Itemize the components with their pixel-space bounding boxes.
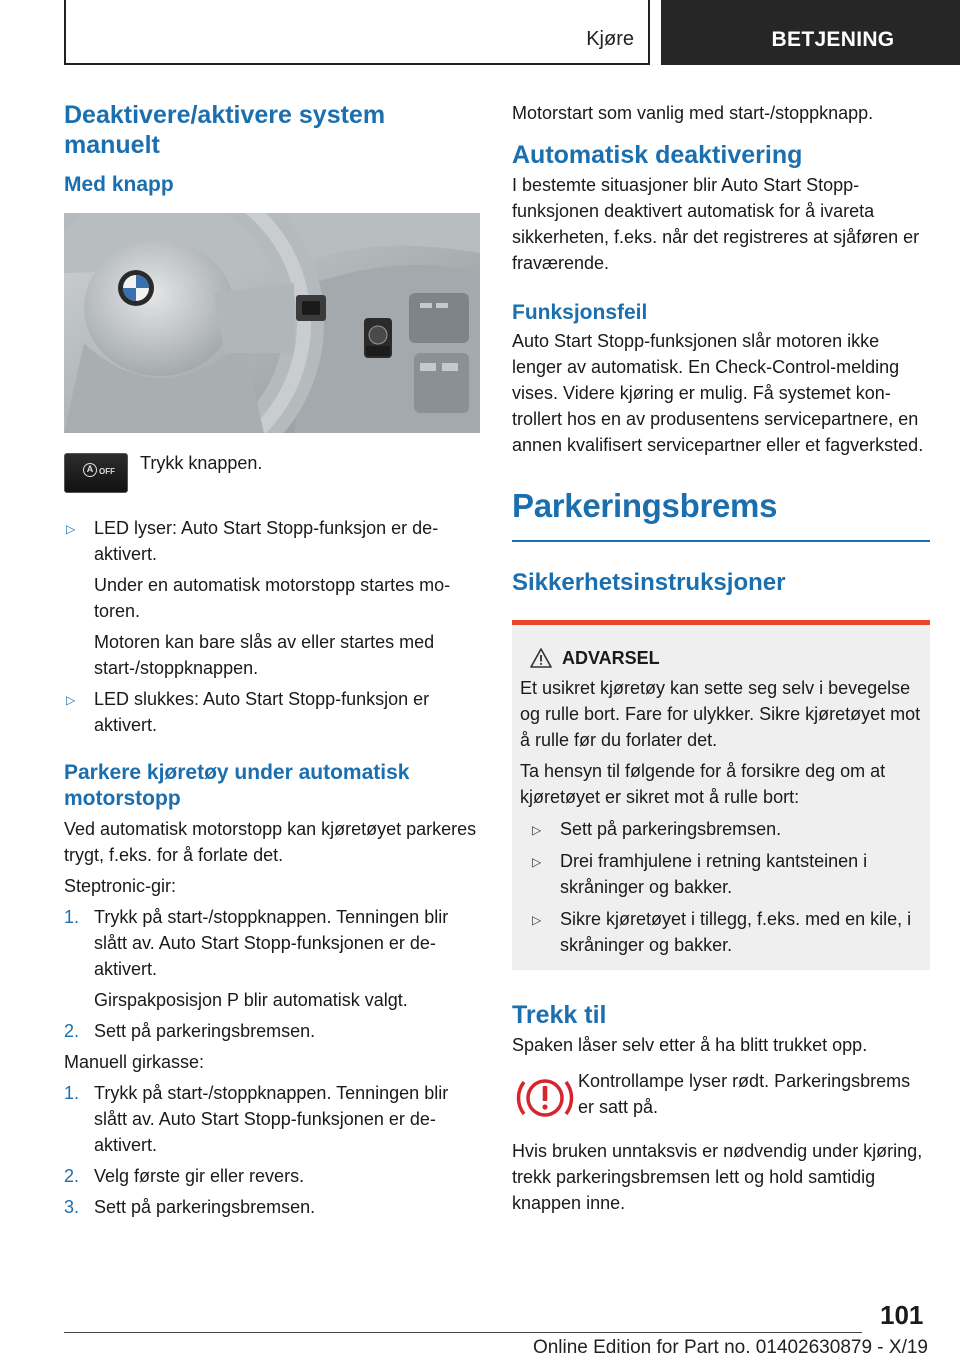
- warning-item: Sett på parkeringsbremsen.: [560, 819, 782, 839]
- footer-rule: [64, 1332, 862, 1333]
- heading-malfunction: Funksjonsfeil: [512, 301, 648, 324]
- heading-deactivate-system: Deaktivere/aktivere system manuelt: [64, 101, 386, 159]
- step-number: 1.: [64, 1083, 80, 1103]
- auto-start-stop-off-icon: [64, 453, 128, 493]
- triangle-bullet-icon: ▷: [66, 693, 76, 707]
- list-item: [64, 904, 482, 1013]
- step-number: 2.: [64, 1021, 80, 1041]
- control-lamp-row: [512, 1072, 930, 1124]
- led-on-paragraph-3: Motoren kan bare slås av eller startes med start-/stoppknappen.: [94, 632, 435, 678]
- emergency-text: Hvis bruken unntaksvis er nødvendig under kjøring, trekk parkeringsbremsen lett og hold samtidig knappen inne.: [512, 1141, 923, 1213]
- triangle-bullet-icon: ▷: [532, 823, 542, 837]
- press-button-text: Trykk knappen.: [140, 453, 263, 473]
- warning-triangle-icon: [530, 648, 552, 668]
- pull-text: Spaken låser selv etter å ha blitt trukket opp.: [512, 1035, 868, 1055]
- step-text: Sett på parkeringsbremsen.: [94, 1021, 316, 1041]
- warning-box: [512, 620, 930, 970]
- step-text: Sett på parkeringsbremsen.: [94, 1197, 316, 1217]
- park-text: Ved automatisk motorstopp kan kjøretøyet parkeres trygt, f.eks. for å forlate det.: [64, 819, 477, 865]
- warning-text-1: Et usikret kjøretøy kan sette seg selv i bevegelse og rulle bort. Fare for ulykker. Sikre kjøretøyet mot å rulle før du forlater det.: [520, 678, 921, 750]
- list-item: [64, 515, 482, 681]
- led-off-text: LED slukkes: Auto Start Stopp-funksjon er aktivert.: [94, 689, 430, 735]
- warning-title: ADVARSEL: [562, 648, 660, 668]
- heading-pull: Trekk til: [512, 1001, 607, 1029]
- header-chapter-box: [661, 0, 960, 65]
- auto-start-stop-glyph: A: [83, 463, 97, 477]
- warning-item: Sikre kjøretøyet i tillegg, f.eks. med en kile, i skråninger og bakker.: [560, 909, 912, 955]
- led-on-paragraph-2: Under en automatisk motorstopp startes motoren.: [94, 575, 451, 621]
- warning-item: Drei framhjulene i retning kantsteinen i skråninger og bakker.: [560, 851, 868, 897]
- list-item: [64, 1194, 482, 1220]
- warning-title-row: [520, 645, 922, 671]
- heading-park-vehicle: Parkere kjøretøy under automatisk motorstopp: [64, 761, 410, 810]
- warning-list: [520, 816, 922, 958]
- manual-gearbox-label: Manuell girkasse:: [64, 1052, 205, 1072]
- step-number: 3.: [64, 1197, 80, 1217]
- step-text: Velg første gir eller revers.: [94, 1166, 305, 1186]
- header-chapter-title: BETJENING: [771, 28, 895, 51]
- dashboard-photo: [64, 213, 480, 433]
- list-item: [520, 816, 922, 842]
- malfunction-text: Auto Start Stopp-funksjonen slår motoren ikke lenger av automatisk. En Check-Control-melding vises. Videre kjøring er mulig. Få systemet kontrollert hos en av produsentens servicepartnere, en annen kvalifisert servicepartner eller et fagverksted.: [512, 331, 924, 455]
- heading-auto-deactivation: Automatisk deaktivering: [512, 141, 803, 169]
- off-label: OFF: [99, 467, 115, 476]
- step-note: Girspakposisjon P blir automatisk valgt.: [94, 990, 408, 1010]
- steptronic-steps: [64, 904, 482, 1044]
- step-text: Trykk på start-/stoppknappen. Tenningen blir slått av. Auto Start Stopp-funksjonen er deaktivert.: [94, 907, 449, 979]
- auto-deactivation-text: I bestemte situasjoner blir Auto Start Stopp-funksjonen deaktivert automatisk for å ivareta sikkerheten, f.eks. når det registreres at sjåføren er fraværende.: [512, 175, 920, 273]
- list-item: [64, 1080, 482, 1158]
- list-item: [64, 1163, 482, 1189]
- steering-wheel-illustration: [64, 213, 480, 433]
- parking-brake-section: [512, 486, 930, 542]
- triangle-bullet-icon: ▷: [66, 522, 76, 536]
- header-section-box: [64, 0, 650, 65]
- heading-with-button: Med knapp: [64, 173, 174, 196]
- list-item: [64, 1018, 482, 1044]
- page-number: 101: [880, 1300, 924, 1330]
- triangle-bullet-icon: ▷: [532, 855, 542, 869]
- lamp-text: Kontrollampe lyser rødt. Parkeringsbrems er satt på.: [578, 1071, 911, 1117]
- heading-safety: Sikkerhetsinstruksjoner: [512, 569, 786, 596]
- manual-steps: [64, 1080, 482, 1220]
- list-item: [520, 848, 922, 900]
- left-column: [64, 100, 482, 1220]
- right-column: [512, 100, 930, 1216]
- parking-brake-lamp-icon: [512, 1072, 578, 1124]
- led-status-list: [64, 515, 482, 738]
- heading-rule: [512, 540, 930, 542]
- step-number: 2.: [64, 1166, 80, 1186]
- motorstart-text: Motorstart som vanlig med start-/stoppknapp.: [512, 103, 874, 123]
- header-section-title: Kjøre: [586, 28, 634, 50]
- triangle-bullet-icon: ▷: [532, 913, 542, 927]
- list-item: [520, 906, 922, 958]
- warning-text-2: Ta hensyn til følgende for å forsikre deg om at kjøretøyet er sikret mot å rulle bort:: [520, 761, 886, 807]
- heading-parking-brake: Parkeringsbrems: [512, 487, 778, 524]
- steptronic-label: Steptronic-gir:: [64, 876, 177, 896]
- list-item: [64, 686, 482, 738]
- led-on-text: LED lyser: Auto Start Stopp-funksjon er deaktivert.: [94, 518, 439, 564]
- step-number: 1.: [64, 907, 80, 927]
- step-text: Trykk på start-/stoppknappen. Tenningen blir slått av. Auto Start Stopp-funksjonen er deaktivert.: [94, 1083, 449, 1155]
- button-instruction-row: [64, 453, 482, 493]
- footer-edition: Online Edition for Part no. 01402630879 - X/19: [532, 1337, 928, 1358]
